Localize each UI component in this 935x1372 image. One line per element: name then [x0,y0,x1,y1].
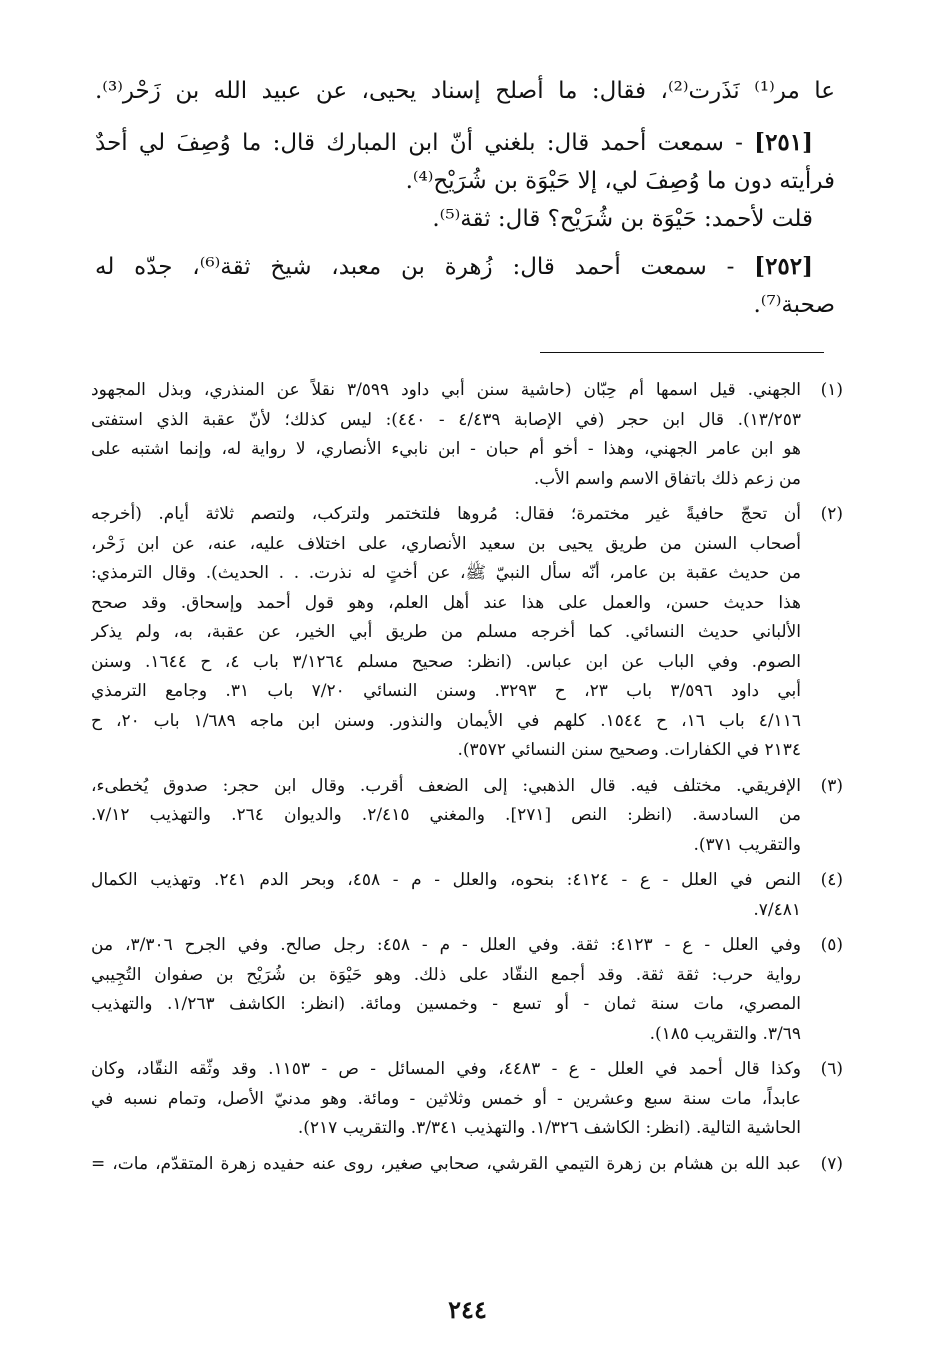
footnote-line: هو ابن عامر الجهني، وهذا - أخو أم حبان - ابن نابيء الأنصاري، لا رواية له، وإنما اشتبه على [91,439,801,459]
footnote-number: (٤) [820,870,843,890]
footnote-line: ٤/١١٦ باب ١٦، ح ١٥٤٤. كلهم في الأيمان والنذور. وسنن ابن ماجه ١/٦٨٩ باب ٢٠، ح [91,710,801,731]
footnote-number: (٦) [820,1059,843,1079]
text-line: قلت لأحمد: حَيْوَة بن شُرَيْح؟ قال: ثقة⁽⁵⁾. [432,206,813,232]
footnote-line: وكذا قال أحمد في العلل - ع - ٤٤٨٣، وفي المسائل - ص - ١١٥٣. وقد وثّقه النقّاد، وكان [91,1059,801,1079]
footnote [91,1150,843,1180]
footnote-line: الألباني حديث النسائي. كما أخرجه مسلم من طريق أبي الخير، عن عقبة، به، ولم يذكر [91,622,801,642]
footnote-line: ٣/٦٩. والتقريب ١٨٥). [649,1023,801,1044]
footnote-number: (٧) [820,1153,843,1174]
footnote-line: وفي العلل - ع - ٤١٢٣: ثقة. وفي العلل - م - ٤٥٨: رجل صالح. وفي الجرح ٣/٣٠٦، من [91,935,801,955]
footnote-number: (٥) [820,935,843,955]
footnote-line: من زعم ذلك باتفاق الاسم واسم الأب. [533,468,801,489]
footnote-line: ٧/٤٨١. [753,899,801,920]
footnote-body [91,376,801,494]
footnote [91,1055,843,1144]
footnote-line: الإفريقي. مختلف فيه. قال الذهبي: إلى الضعف أقرب. وقال ابن حجر: صدوق يُخطىء، [91,775,801,796]
footnote-line: الصوم. وفي الباب عن ابن عباس. (انظر: صحيح مسلم ٣/١٢٦٤ باب ٤، ح ١٦٤٤. وسنن [91,651,801,672]
footnote-separator [540,352,824,353]
footnote [91,931,843,1049]
footnote-line: النص في العلل - ع - ٤١٢٤: بنحوه، والعلل - م - ٤٥٨، وبحر الدم ٢٤١. وتهذيب الكمال [91,870,801,890]
paragraph-number: [٢٥١] [754,129,814,156]
footnote-line: المصري، مات سنة ثمان - أو تسع - وخمسين ومائة. (انظر: الكاشف ١/٢٦٣. والتهذيب [91,994,801,1014]
footnote [91,866,843,925]
paragraph-252 [95,248,835,324]
text-line: فرأيته دون ما وُصِفَ لي، إلا حَيْوَة بن شُرَيْح⁽⁴⁾. [405,168,835,194]
footnote-line: رواية حرب: ثقة ثقة. وقد أجمع النقّاد على ذلك. وهو حَيْوَة بن شُرَيْح بن صفوان التُجِيبي [91,964,801,985]
footnote-line: والتقريب ٣٧١). [693,834,801,855]
footnote-body [91,500,801,766]
footnote-line: أبي داود ٣/٥٩٦ باب ٢٣، ح ٣٢٩٣. وسنن النسائي ٧/٢٠ باب ٣١. وجامع الترمذي [91,681,801,701]
footnote-body [91,772,801,861]
footnote-number: (٢) [820,504,843,524]
footnote [91,772,843,861]
text-line: عا مر⁽¹⁾ نَذَرت⁽²⁾، فقال: ما أصلح إسناد يحيى، عن عبيد الله بن زَحْر⁽³⁾. [95,78,835,104]
footnote-line: الجهني. قيل اسمها أم حِبّان (حاشية سنن أبي داود ٣/٥٩٩ نقلاً عن المنذري، وبذل المجهود [91,380,801,400]
text-span: - سمعت أحمد قال: زُهرة بن معبد، شيخ ثقة⁽⁶⁾، جدّه له [95,254,735,280]
paragraph-number: [٢٥٢] [754,253,814,280]
footnote-line: أن تحجّ حافيةً غير مختمرة؛ فقال: مُروها فلتختمر ولتركب، ولتصم ثلاثة أيام. (أخرجه [91,504,801,524]
footnote-line: من حديث عقبة بن عامر، أنّه سأل النبيّ ﷺ، عن أختٍ له نذرت. . . الحديث). وقال الترمذي: [91,563,801,583]
footnote-body [91,931,801,1049]
footnote [91,376,843,494]
footnote-line: ٢١٣٤ في الكفارات. وصحيح سنن النسائي ٣٥٧٢). [457,740,801,760]
footnote-number: (١) [820,380,843,400]
footnote-line: هذا حديث حسن، والعمل على هذا عند أهل العلم، وهو قول أحمد وإسحاق. وقد صحح [91,592,801,613]
footnote [91,500,843,766]
footnote-line: ١٣/٢٥٣). قال ابن حجر (في الإصابة ٤/٤٣٩ - ٤٤٠): ليس كذلك؛ لأنّ عقبة الذي استفتى [91,409,801,430]
footnote-line: عابداً، مات سنة سبع وعشرين - أو خمس وثلاثين - ومائة. وهو مدنيّ الأصل، وتمام نسبه في [91,1088,801,1109]
footnote-line: من السادسة. (انظر: النص [٢٧١]. والمغني ٢/٤١٥. والديوان ٢٦٤. والتهذيب ٧/١٢. [91,805,801,825]
footnote-line: أصحاب السنن من طريق يحيى بن سعيد الأنصاري، على اختلاف عليه، عنه، عن ابن زَحْر، [91,533,801,554]
footnote-body [91,1150,801,1180]
text-line [95,124,835,162]
footnote-body [91,1055,801,1144]
footnote-line: الحاشية التالية. (انظر: الكاشف ١/٣٢٦. والتهذيب ٣/٣٤١. والتقريب ٢١٧). [297,1118,801,1138]
text-line: صحبة⁽⁷⁾. [753,292,835,318]
page-number: ٢٤٤ [448,1295,487,1324]
footnote-number: (٣) [820,775,843,796]
footnotes [91,376,843,1185]
text-span: - سمعت أحمد قال: بلغني أنّ ابن المبارك قال: ما وُصِفَ لي أحدٌ [95,130,743,156]
footnote-body [91,866,801,925]
paragraph-251 [95,124,835,238]
footnote-line: عبد الله بن هشام بن زهرة التيمي القرشي، صحابي صغير، روى عنه حفيده زهرة المتقدّم، مات، = [91,1153,801,1174]
text-line [95,248,835,286]
main-text [95,72,835,324]
